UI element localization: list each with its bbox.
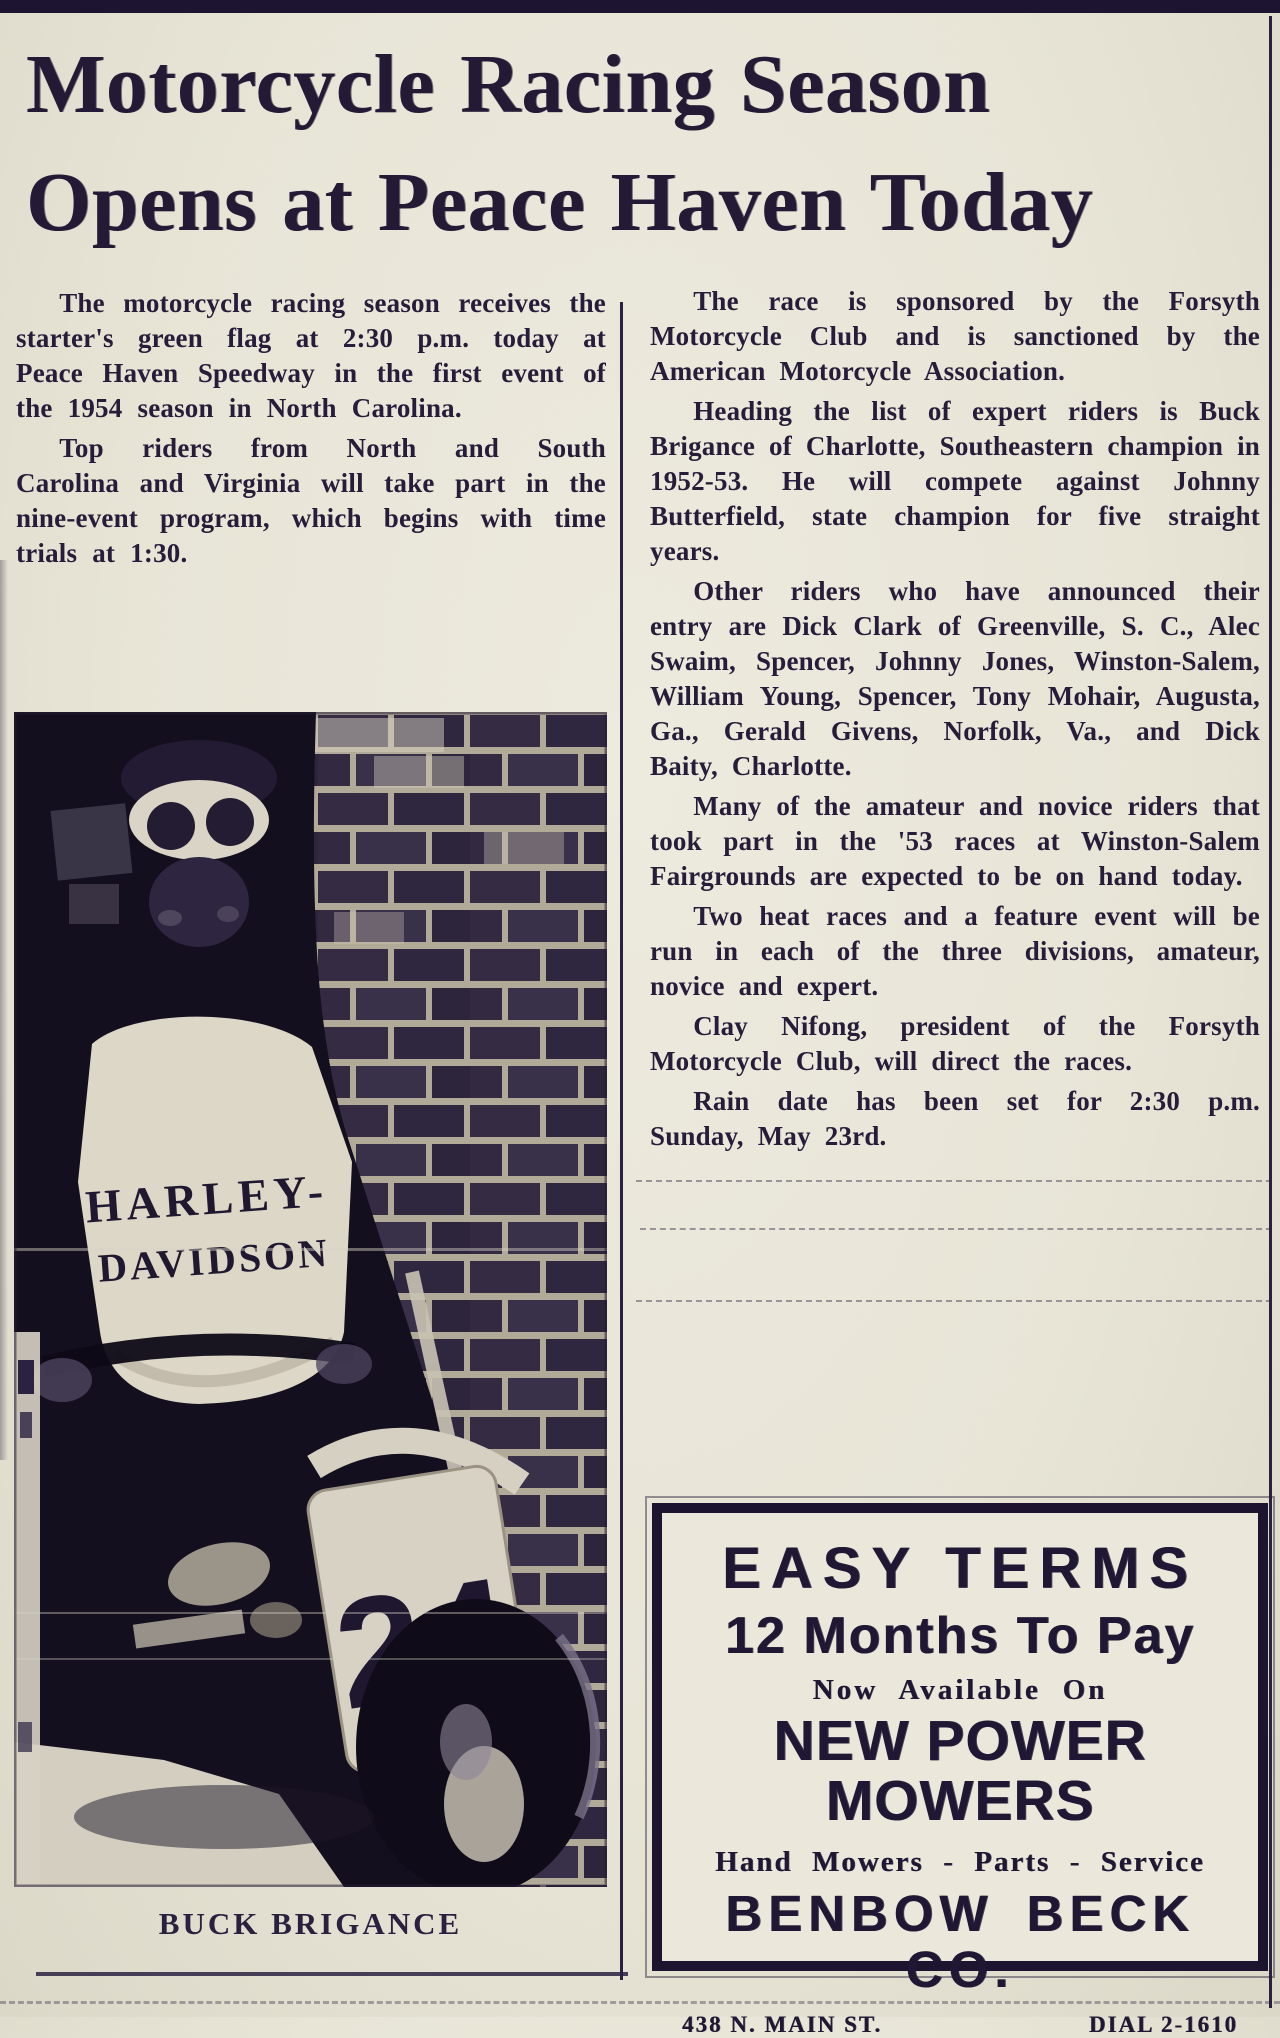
ad-contact-row [662,2012,1258,2038]
photo-caption: BUCK BRIGANCE [158,1906,463,1941]
ad-new-power-mowers: NEW POWER MOWERS [773,1709,1147,1833]
ad-now-available: Now Available On [812,1674,1108,1706]
benbow-beck-advertisement [652,1503,1268,2037]
paragraph: Clay Nifong, president of the Forsyth Motorcycle Club, will direct the races. [650,1011,1260,1076]
article-headline [26,26,1266,262]
paragraph: Other riders who have announced their entry are Dick Clark of Greenville, S. C., Alec Swaim, Spencer, Johnny Jones, Winston-Salem, William Young, Spencer, Tony Mohair, Augusta, Ga., Gerald Givens, Norfolk, Va., and Dick Baity, Charlotte. [650,576,1260,781]
paragraph: Heading the list of expert riders is Buck Brigance of Charlotte, Southeastern champion in 1952-53. He will compete against Johnny Butterfield, state champion for five straight years. [650,396,1260,566]
paragraph: Top riders from North and South Carolina and Virginia will take part in the nine-event program, which begins with time trials at 1:30. [16,433,606,568]
headline-line-1: Motorcycle Racing Season [26,38,991,131]
photo-illustration [14,712,607,1887]
paragraph: Rain date has been set for 2:30 p.m. Sunday, May 23rd. [650,1086,1260,1151]
ad-address: 438 N. MAIN ST. [682,2012,883,2037]
right-edge-rule [1269,16,1272,2008]
ad-easy-terms: EASY TERMS [721,1536,1198,1601]
right-column [650,284,1260,1159]
top-border-bar [0,0,1280,13]
paragraph: Two heat races and a feature event will be run in each of the three divisions, amateur, novice and expert. [650,901,1260,1001]
bottom-rule [36,1972,628,1976]
headline-line-2: Opens at Peace Haven Today [26,156,1094,249]
ad-months-to-pay: 12 Months To Pay [724,1607,1196,1665]
paragraph: Many of the amateur and novice riders that took part in the '53 races at Winston-Salem Fairgrounds are expected to be on hand today. [650,791,1260,891]
crease-artifact-line [640,1228,1272,1230]
left-column [16,286,606,576]
jersey-text-line1: HARLEY- [83,1164,330,1233]
left-edge-smudge [0,560,8,1460]
face-shadow [149,857,249,947]
crease-artifact-line [636,1180,1272,1182]
jersey-text-line2: DAVIDSON [96,1229,332,1291]
ad-services-line: Hand Mowers - Parts - Service [715,1846,1205,1878]
crease-artifact-line [636,1300,1272,1302]
bottom-dashed-rule [0,2001,1280,2004]
ad-company-name: BENBOW BECK CO. [725,1885,1195,1998]
paragraph: The motorcycle racing season receives the starter's green flag at 2:30 p.m. today at Peace Haven Speedway in the first event of the 1954 season in North Carolina. [16,288,606,423]
paragraph: The race is sponsored by the Forsyth Motorcycle Club and is sanctioned by the American Motorcycle Association. [650,286,1260,386]
front-wheel [356,1599,596,1887]
photo-left-margin [14,1332,40,1887]
photo-buck-brigance [14,712,607,1887]
ad-phone: DIAL 2-1610 [1088,2012,1238,2037]
column-divider-rule [620,302,623,1980]
